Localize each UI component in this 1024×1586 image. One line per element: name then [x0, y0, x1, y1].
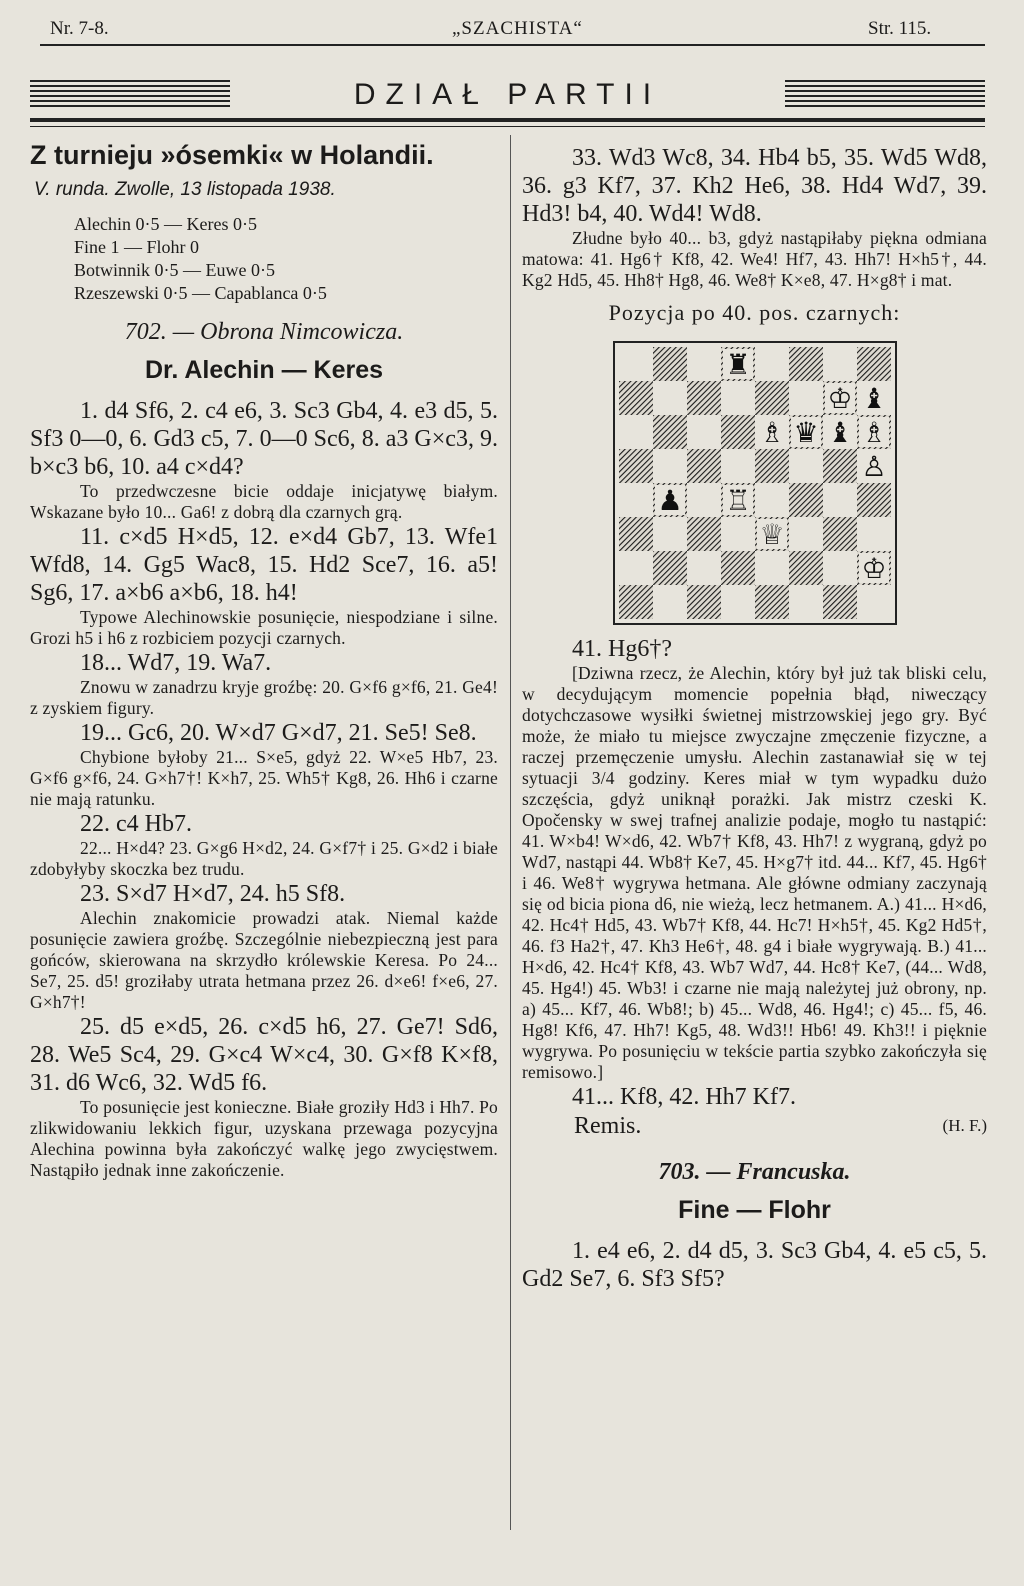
dark-square: [721, 415, 755, 449]
dark-square: [619, 381, 653, 415]
column-divider: [510, 135, 511, 1530]
dark-square: [857, 347, 891, 381]
tournament-title: Z turnieju »ósemki« w Holandii.: [30, 140, 434, 170]
light-square: [653, 449, 687, 483]
game-702-players: Dr. Alechin — Keres: [144, 356, 384, 384]
game-result: Remis.: [574, 1113, 642, 1139]
game-moves: 19... Gc6, 20. W×d7 G×d7, 21. Se5! Se8.: [80, 720, 477, 746]
light-square: [619, 347, 653, 381]
light-square: [789, 381, 823, 415]
dark-square: [823, 517, 857, 551]
game-moves: 33. Wd3 Wc8, 34. Hb4 b5, 35. Wd5 Wd8, 36. g3 Kf7, 37. Kh2 He6, 38. Hd4 Wd7, 39. Hd3! b4, 40. Wd4! Wd8.: [522, 145, 987, 227]
game-moves: 11. c×d5 H×d5, 12. e×d4 Gb7, 13. Wfe1 Wfd8, 14. Gg5 Wac8, 15. Hd2 Sce7, 16. a5! Sg6, 17. a×b6 a×b6, 18. h4!: [30, 524, 498, 606]
black-bishop-icon: ♝: [860, 382, 887, 415]
light-square: [755, 483, 789, 517]
game-moves: 22. c4 Hb7.: [80, 811, 192, 837]
light-square: [687, 347, 721, 381]
game-moves: 1. d4 Sf6, 2. c4 e6, 3. Sc3 Gb4, 4. e3 d5, 5. Sf3 0—0, 6. Gd3 c5, 7. 0—0 Sc6, 8. a3 G×c3, 9. b×c3 b6, 10. a4 c×d4?: [30, 398, 498, 480]
page-number: Str. 115.: [868, 18, 932, 39]
game-comment: Znowu w zanadrzu kryje groźbę: 20. G×f6 g×f6, 21. Ge4! z zyskiem figury.: [30, 677, 498, 718]
dark-square: [755, 381, 789, 415]
game-comment: Alechin znakomicie prowadzi atak. Niemal każde posunięcie zawiera groźbę. Szczególnie niebezpieczną jest para gońców, skierowana na skrzydło królewskie Keresa. Po 24... Se7, 25. d5! groziłaby utrata hetmana przez 26. d×e6! f×e6, 27. G×h7†!: [30, 908, 498, 1012]
light-square: [687, 551, 721, 585]
light-square: [653, 585, 687, 619]
light-square: [755, 347, 789, 381]
section-rule-thin: [30, 126, 985, 127]
result-line: Botwinnik 0·5 — Euwe 0·5: [74, 260, 275, 280]
dark-square: [789, 347, 823, 381]
dark-square: [823, 449, 857, 483]
game-comment: Chybione byłoby 21... S×e5, gdyż 22. W×e5 Hb7, 23. G×f6 g×f6, 24. G×h7†! K×h7, 25. Wh5† Kg8, 26. Hh6 i czarne nie mają ratunku.: [30, 747, 498, 809]
right-column: [522, 140, 987, 1293]
light-square: [789, 517, 823, 551]
dark-square: [789, 483, 823, 517]
white-king-icon: ♔: [860, 552, 887, 585]
annotator-signature: (H. F.): [942, 1116, 987, 1135]
light-square: [687, 415, 721, 449]
journal-name: „SZACHISTA“: [452, 18, 583, 39]
dark-square: [619, 449, 653, 483]
black-queen-icon: ♛: [792, 416, 819, 449]
issue-number: Nr. 7-8.: [50, 18, 109, 39]
dark-square: [755, 449, 789, 483]
game-comment: To przedwczesne bicie oddaje inicjatywę białym. Wskazane było 10... Ga6! z dobrą dla czarnych grą.: [30, 481, 498, 522]
game-result-line: [574, 1111, 987, 1141]
game-comment: [Dziwna rzecz, że Alechin, który był już tak bliski celu, w decydującym momencie popełnia błąd, niweczący dotychczasowe wysiłki świetnej mistrzowskiej jego gry. Być może, że miało tu miejsce zwyczajne zmęczenie fizyczne, a raczej przemęczenie umysłu. Alechin zastanawiał się w tej sytuacji 3/4 godziny. Keres miał w tym wypadku dużo szczęścia, gdyż uniknął porażki. Jak mistrz czeski K. Opočensky w swej trafnej analizie podaje, mogło tu nastąpić: 41. W×b4! W×d6, 42. Wb7† Kf8, 43. Hh7! z wygraną, gdyż po Wd7, nastąpi 44. Wb8† Ke7, 45. H×g7† itd. 44... Kf7, 45. Hg6† i 46. We8† wygrywa hetmana. Ale główne odmiany zaczynają się od bicia piona d6, nie wieżą, lecz hetmanem. A.) 41... H×d6, 42. Hc4† Hd5, 43. Wb7† Kf8, 44. Hc7! H×h5†, 45. Kg2 Hd5†, 46. f3 Ha2†, 47. Kh3 He6†, 48. g4 i białe wygrywają. B.) 41... H×d6, 42. Hc4† Kf8, 43. Wb7 Wd7, 44. Hc8† Ke7, (44... Wd8, 45. Hg4!) 45. Wb3! i czarne nie mają należytej już obrony, np. a) 45... Kf7, 46. Wb8!; b) 45... Wd8, 46. Hg4!; c) 45... f5, 46. Hg8! Kf6, 47. Hh7! Kg5, 48. Wd3!! Hb6! 49. Kh3!! i pięknie wygrywa. Po posunięciu w tekście partia szybko zakończyła się remisowo.]: [522, 663, 987, 1082]
light-square: [857, 585, 891, 619]
dark-square: [857, 483, 891, 517]
page-header: [50, 18, 980, 46]
result-line: Rzeszewski 0·5 — Capablanca 0·5: [74, 283, 327, 303]
game-703-title: 703. — Francuska.: [658, 1159, 851, 1185]
dark-square: [687, 449, 721, 483]
game-comment: Typowe Alechinowskie posunięcie, niespodziane i silne. Grozi h5 i h6 z rozbiciem pozycji czarnych.: [30, 607, 498, 648]
game-moves: 41. Hg6†?: [572, 636, 672, 662]
light-square: [823, 483, 857, 517]
dark-square: [687, 517, 721, 551]
light-square: [789, 449, 823, 483]
result-line: Fine 1 — Flohr 0: [74, 237, 200, 257]
light-square: [687, 483, 721, 517]
game-comment: 22... H×d4? 23. G×g6 H×d2, 24. G×f7† i 25. G×d2 i białe zdobyłyby skoczka bez trudu.: [30, 838, 498, 879]
light-square: [823, 551, 857, 585]
section-rule-thick: [30, 118, 985, 122]
light-square: [789, 585, 823, 619]
section-title: DZIAŁ PARTII: [353, 78, 662, 111]
dark-square: [789, 551, 823, 585]
black-pawn-icon: ♟: [656, 484, 683, 517]
game-comment: To posunięcie jest konieczne. Białe groziły Hd3 i Hh7. Po zlikwidowaniu lekkich figur, uzyskana przewaga pozycyjna Alechina powinna była zakończyć walkę jego zwycięstwem. Nastąpiło jednak inne zakończenie.: [30, 1097, 498, 1180]
light-square: [721, 449, 755, 483]
white-king-icon: ♔: [826, 382, 853, 415]
dark-square: [755, 585, 789, 619]
dark-square: [653, 551, 687, 585]
dark-square: [653, 415, 687, 449]
black-bishop-icon: ♝: [826, 416, 853, 449]
white-bishop-icon: ♗: [758, 416, 785, 449]
dark-square: [619, 517, 653, 551]
round-results: [74, 213, 498, 305]
chess-board: [619, 347, 891, 619]
light-square: [653, 517, 687, 551]
game-702-title: 702. — Obrona Nimcowicza.: [124, 319, 404, 345]
result-line: Alechin 0·5 — Keres 0·5: [74, 214, 257, 234]
game-moves: 25. d5 e×d5, 26. c×d5 h6, 27. Ge7! Sd6, 28. We5 Sc4, 29. G×c4 W×c4, 30. G×f8 K×f8, 31. d6 Wc6, 32. Wd5 f6.: [30, 1014, 498, 1096]
white-bishop-icon: ♗: [860, 416, 887, 449]
light-square: [823, 347, 857, 381]
game-comment: Złudne było 40... b3, gdyż nastąpiłaby piękna odmiana matowa: 41. Hg6† Kf8, 42. We4! Hf7, 43. Hh7! H×h5†, 44. Kg2 Hd5, 45. Hh8† Hg8, 46. We8† K×e8, 47. H×g8† i mat.: [522, 228, 987, 290]
tournament-round: V. runda. Zwolle, 13 listopada 1938.: [34, 179, 336, 200]
game-moves: 18... Wd7, 19. Wa7.: [80, 650, 272, 676]
light-square: [721, 585, 755, 619]
game-moves: 41... Kf8, 42. Hh7 Kf7.: [572, 1084, 796, 1110]
light-square: [721, 517, 755, 551]
black-rook-icon: ♜: [724, 348, 751, 381]
game-703-players: Fine — Flohr: [678, 1196, 831, 1224]
dark-square: [687, 585, 721, 619]
white-queen-icon: ♕: [758, 518, 785, 551]
dark-square: [619, 585, 653, 619]
position-caption: Pozycja po 40. pos. czarnych:: [608, 300, 901, 325]
left-column: [30, 140, 498, 1181]
light-square: [619, 551, 653, 585]
dark-square: [687, 381, 721, 415]
chess-diagram: [613, 341, 897, 625]
dark-square: [721, 551, 755, 585]
game-moves: 1. e4 e6, 2. d4 d5, 3. Sc3 Gb4, 4. e5 c5, 5. Gd2 Se7, 6. Sf3 Sf5?: [522, 1238, 987, 1292]
light-square: [857, 517, 891, 551]
light-square: [653, 381, 687, 415]
dark-square: [653, 347, 687, 381]
dark-square: [823, 585, 857, 619]
white-rook-icon: ♖: [724, 484, 751, 517]
white-pawn-icon: ♙: [860, 450, 887, 483]
light-square: [619, 415, 653, 449]
light-square: [619, 483, 653, 517]
light-square: [755, 551, 789, 585]
light-square: [721, 381, 755, 415]
game-moves: 23. S×d7 H×d7, 24. h5 Sf8.: [80, 881, 346, 907]
header-rule: [40, 44, 985, 46]
